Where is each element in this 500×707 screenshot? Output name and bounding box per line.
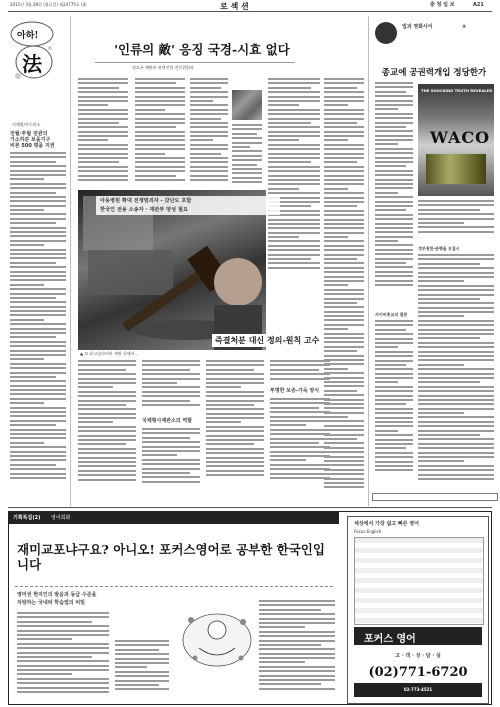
logo-main-text: 法 <box>22 52 42 76</box>
right-body-col1b <box>375 320 413 490</box>
main-headline: '인류의 敵' 응징 국경-시효 없다 <box>114 42 290 57</box>
right-body-col2a <box>418 200 494 242</box>
article-section-title: 즉결처분 대신 정의-원칙 고수 <box>212 334 322 347</box>
ad-body-col1 <box>17 612 109 700</box>
main-body-col5 <box>268 78 320 278</box>
pull-quote <box>96 196 280 215</box>
ad-footer-bar <box>354 683 482 697</box>
column-divider <box>70 16 71 506</box>
pull-quote-line: 아동병원 확대 전쟁범죄자 - 갖단도 포함 <box>100 198 192 204</box>
ad-footer-phone[interactable]: 02-773-4521 <box>403 687 433 692</box>
poster-fire-image <box>426 154 486 184</box>
photo-caption: ▲ 꼬 유고슬라비아 재판 등에서… <box>80 351 139 356</box>
ad-top-rule <box>8 507 492 508</box>
right-footer-note <box>372 493 498 501</box>
ad-tag: 기획특집(2) <box>13 515 41 521</box>
bottom-advertisement <box>8 511 492 705</box>
section-title: 로 섹 션 <box>220 1 249 11</box>
main-lower-col2b <box>142 428 200 490</box>
ad-lead-line: 자랑하는 국내파 학습법의 비밀 <box>17 600 86 606</box>
left-headline <box>10 131 66 149</box>
ad-phone[interactable]: (02)771-6720 <box>368 665 468 680</box>
ad-lead <box>17 592 157 606</box>
ad-brand: 포커스 영어 <box>364 634 416 645</box>
ad-side-title: 세상에서 가장 쉽고 빠른 영어 <box>354 521 419 527</box>
ad-headline: 재미교포냐구요? 아니오! 포커스영어로 공부한 한국인입니다 <box>17 542 325 572</box>
ad-illustration <box>177 600 257 672</box>
author-portrait <box>232 90 262 120</box>
column-divider-right <box>368 16 369 506</box>
main-body-col4 <box>232 124 262 188</box>
ad-sidebar <box>347 516 489 704</box>
ad-contact-label: 고 · 객 · 상 · 담 · 실 <box>395 653 441 659</box>
main-body-col1 <box>78 78 128 188</box>
page-number: A21 <box>473 2 484 8</box>
main-lower-col1 <box>78 360 136 490</box>
header-rule <box>8 11 492 12</box>
right-subtitle-1: 사이비종교의 결론 <box>375 312 408 317</box>
main-lower-col4a <box>270 360 330 386</box>
ad-side-sub: Focus English <box>354 529 382 534</box>
main-body-col2 <box>135 78 185 188</box>
main-lower-col4b <box>270 398 330 490</box>
article-subtitle-2: 투명한 보증-가독 양식 <box>270 388 320 394</box>
left-byline: 이채원/사무관소 <box>12 122 41 127</box>
ad-book-list <box>354 537 484 625</box>
paper-name: 충 청 일 보 <box>430 2 455 8</box>
issue-date: 2011년 3월 28일 (월요일) 제24775호 (4) <box>10 2 87 7</box>
main-body-col3 <box>190 78 228 188</box>
ad-body-col2 <box>115 640 169 700</box>
main-lower-col3 <box>206 360 264 490</box>
article-subtitle-1: 국제형사재판소의 역할 <box>142 418 193 424</box>
cartoon-figure <box>177 600 257 672</box>
pull-quote-line: 한국인 전용 소송자 · 재판부 양성 필요 <box>100 207 188 213</box>
ad-tag-bar <box>9 512 339 524</box>
right-subtitle-3: 정부권한·관행을 모집시 <box>418 246 460 251</box>
right-body-col1 <box>375 82 413 310</box>
poster-tagline: THE SHOCKING TRUTH REVEALED <box>421 88 493 93</box>
movie-poster <box>418 84 494 196</box>
series-icon <box>375 22 397 44</box>
ad-body-col3 <box>259 600 335 700</box>
ad-brand-banner <box>354 627 482 645</box>
logo-top-text: 아하! <box>17 31 39 41</box>
headline-rule <box>95 62 295 63</box>
ad-tag-sub: 영어회화 <box>51 515 71 521</box>
main-lower-col2a <box>142 360 200 414</box>
left-headline-line: 가소하분 보을기구 <box>10 137 51 143</box>
series-number: ⑤ <box>462 24 467 30</box>
ad-divider <box>15 586 333 587</box>
column-logo <box>10 18 58 84</box>
right-headline: 종교에 공권력개입 정당한가 <box>381 68 487 78</box>
main-right-col <box>324 78 364 490</box>
left-body-text <box>10 152 66 487</box>
main-byline: 권오곤 재판관 유엔전범 전문위원과 <box>132 65 194 70</box>
left-headline-line: 전월·투월 전관의 <box>10 131 48 137</box>
ad-lead-line: 영미권 현지인의 발음과 동급 수준을 <box>17 592 97 598</box>
left-headline-line: 비론 500 평을 지권 <box>10 143 55 149</box>
right-body-col2b <box>418 254 494 490</box>
series-label: 법과 영화사이 <box>402 24 433 30</box>
poster-title: WACO <box>430 128 491 147</box>
